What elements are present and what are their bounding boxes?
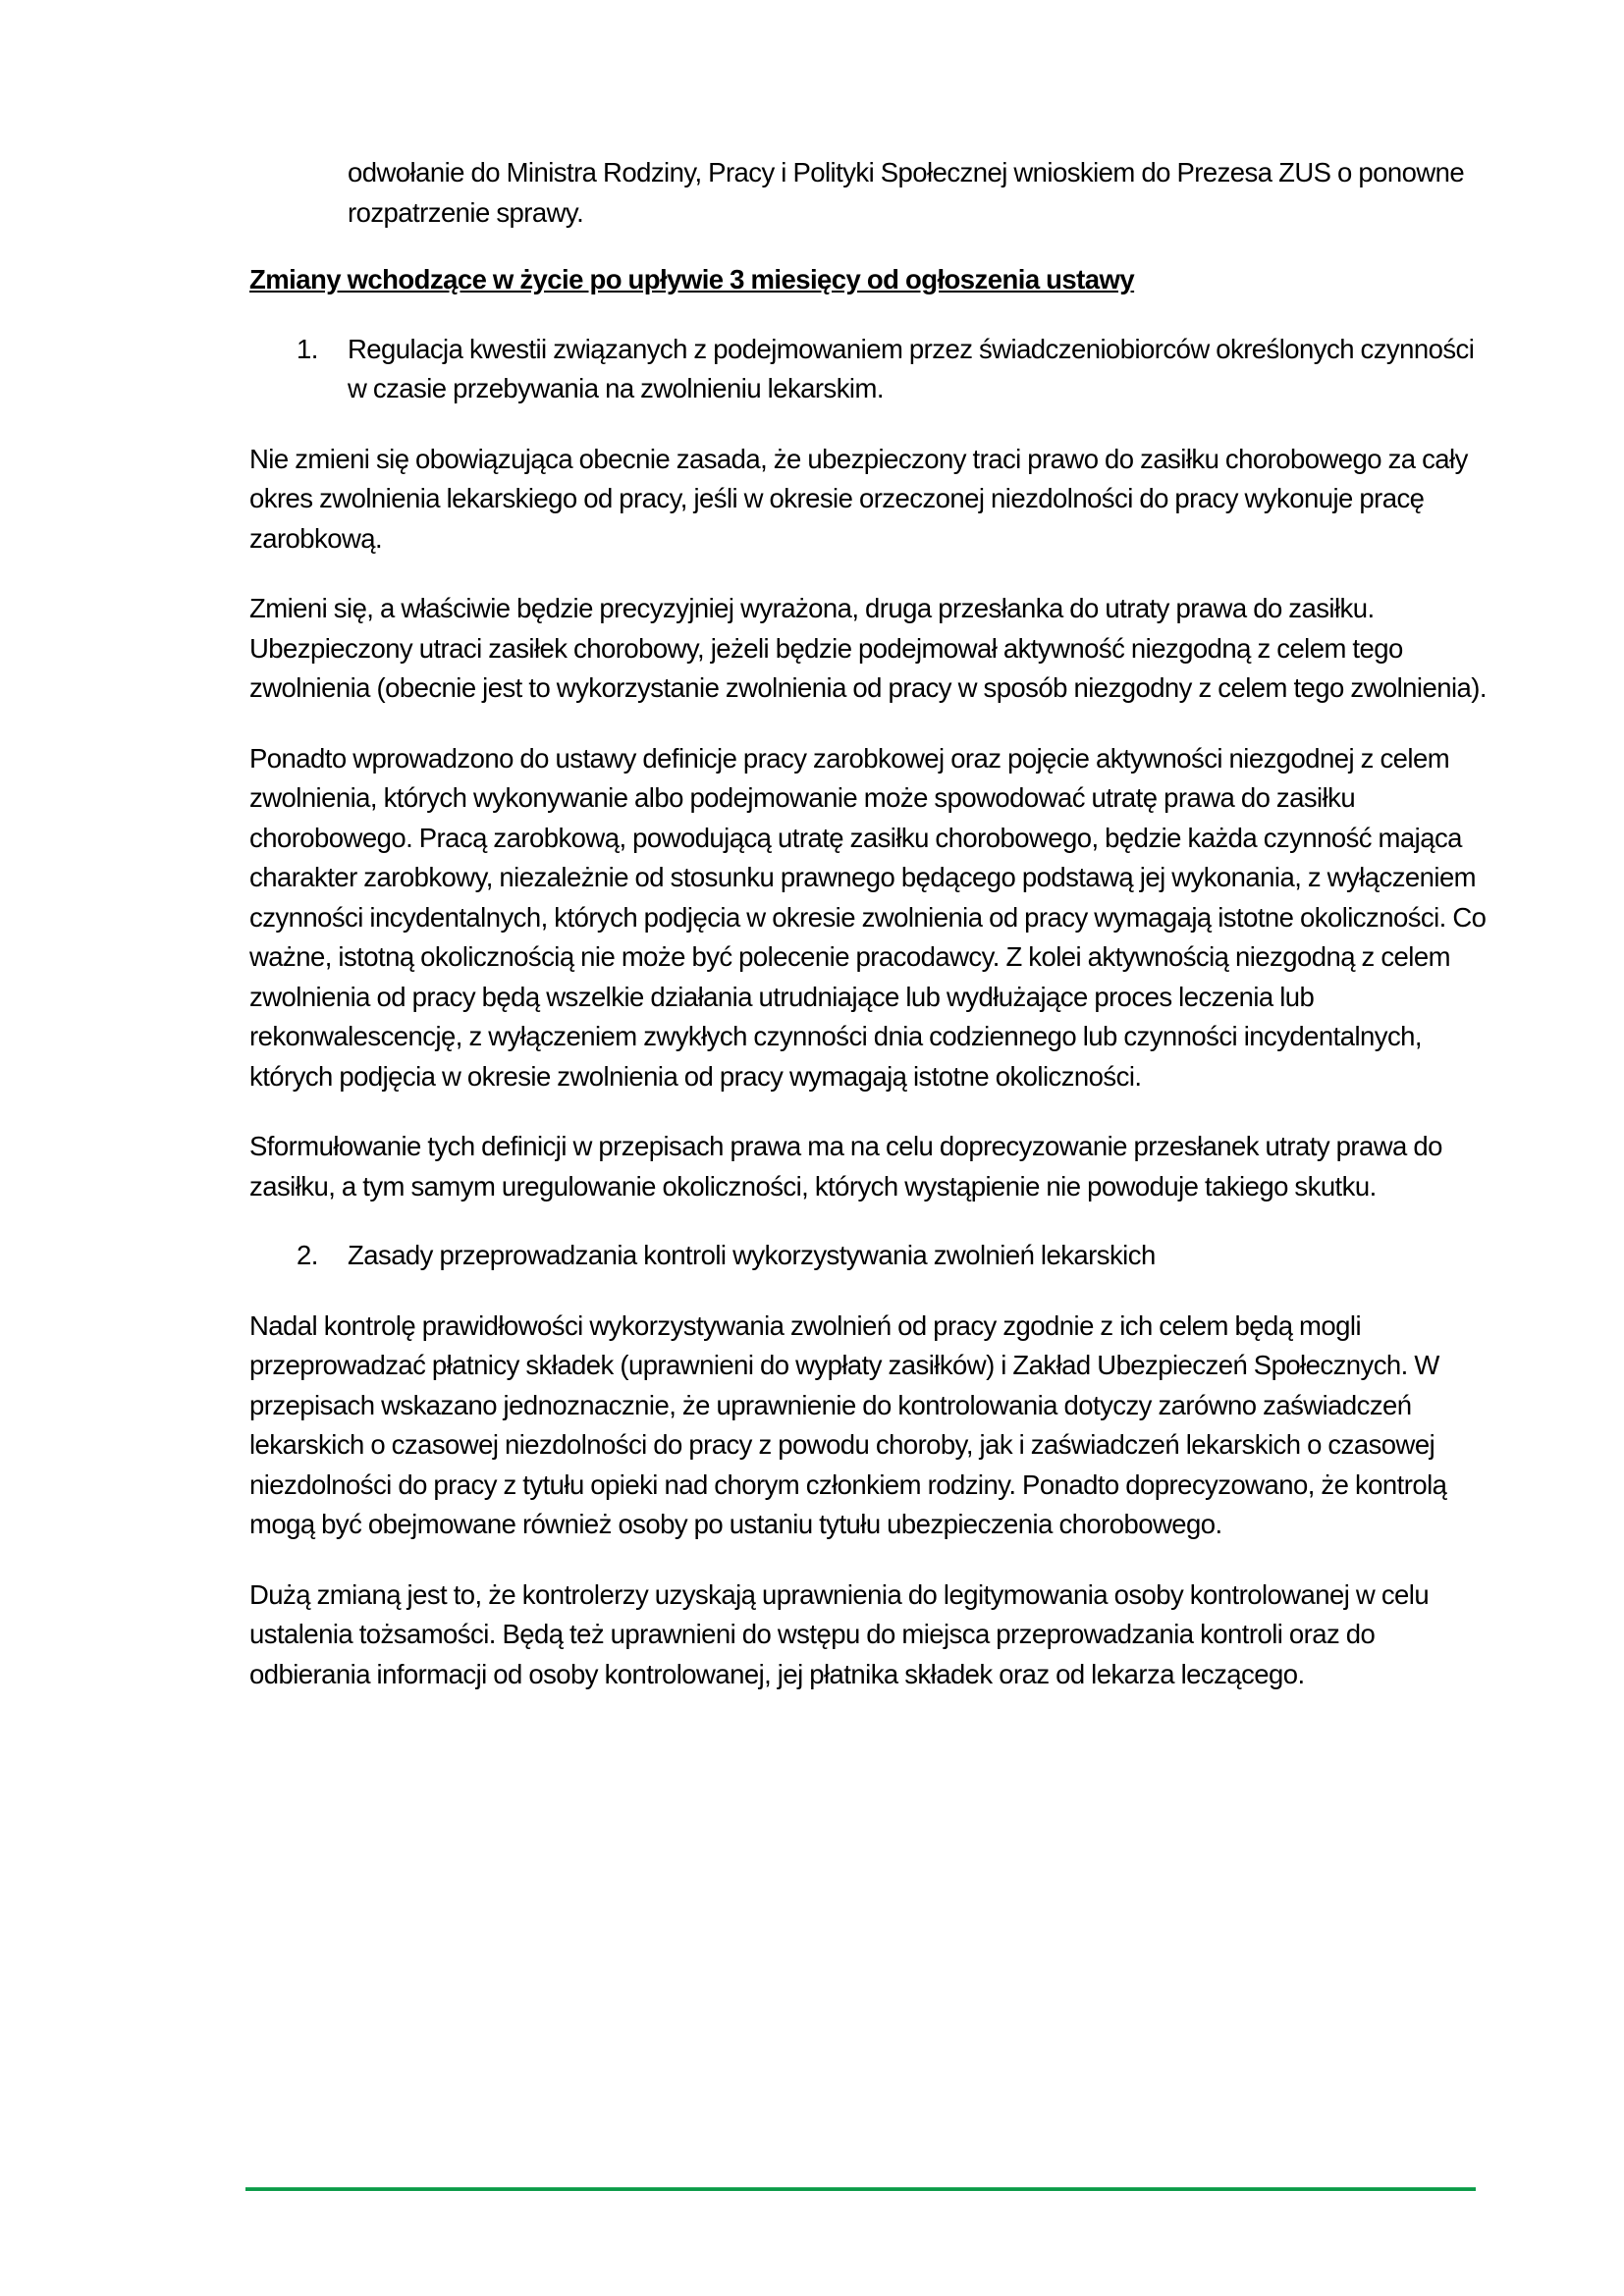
- body-paragraph: Dużą zmianą jest to, że kontrolerzy uzyskają uprawnienia do legitymowania osoby kontrolowanej w celu ustalenia tożsamości. Będą też uprawnieni do wstępu do miejsca przeprowadzania kontroli oraz do odbierania informacji od osoby kontrolowanej, jej płatnika składek oraz od lekarza leczącego.: [249, 1578, 1430, 1689]
- list-number: 1.: [297, 333, 318, 364]
- list-item-2: [249, 1236, 1487, 1276]
- body-paragraph: Nie zmieni się obowiązująca obecnie zasada, że ubezpieczony traci prawo do zasiłku chorobowego za cały okres zwolnienia lekarskiego od pracy, jeśli w okresie orzeczonej niezdolności do pracy wykonuje pracę zarobkową.: [249, 443, 1468, 554]
- list-item-1: [249, 330, 1487, 409]
- list-number: 2.: [297, 1240, 318, 1270]
- body-paragraph: Nadal kontrolę prawidłowości wykorzystywania zwolnień od pracy zgodnie z ich celem będą mogli przeprowadzać płatnicy składek (uprawnieni do wypłaty zasiłków) i Zakład Ubezpieczeń Społecznych. W przepisach wskazano jednoznacznie, że uprawnienie do kontrolowania dotyczy zarówno zaświadczeń lekarskich o czasowej niezdolności do pracy z powodu choroby, jak i zaświadczeń lekarskich o czasowej niezdolności do pracy z tytułu opieki nad chorym członkiem rodziny. Ponadto doprecyzowano, że kontrolą mogą być obejmowane również osoby po ustaniu tytułu ubezpieczenia chorobowego.: [249, 1309, 1447, 1539]
- list-text: Regulacja kwestii związanych z podejmowaniem przez świadczeniobiorców określonych czynności w czasie przebywania na zwolnieniu lekarskim.: [348, 333, 1475, 403]
- continuation-paragraph: odwołanie do Ministra Rodziny, Pracy i Polityki Społecznej wnioskiem do Prezesa ZUS o ponowne rozpatrzenie sprawy.: [348, 157, 1465, 228]
- list-text: Zasady przeprowadzania kontroli wykorzystywania zwolnień lekarskich: [348, 1240, 1156, 1270]
- body-paragraph: Ponadto wprowadzono do ustawy definicje pracy zarobkowej oraz pojęcie aktywności niezgodnej z celem zwolnienia, których wykonywanie albo podejmowanie może spowodować utratę prawa do zasiłku chorobowego. Pracą zarobkową, powodującą utratę zasiłku chorobowego, będzie każda czynność mająca charakter zarobkowy, niezależnie od stosunku prawnego będącego podstawą jej wykonania, z wyłączeniem czynności incydentalnych, których podjęcia w okresie zwolnienia od pracy wymagają istotne okoliczności. Co ważne, istotną okolicznością nie może być polecenie pracodawcy. Z kolei aktywnością niezgodną z celem zwolnienia od pracy będą wszelkie działania utrudniające lub wydłużające proces leczenia lub rekonwalescencję, z wyłączeniem zwykłych czynności dnia codziennego lub czynności incydentalnych, których podjęcia w okresie zwolnienia od pracy wymagają istotne okoliczności.: [249, 742, 1487, 1092]
- body-paragraph: Sformułowanie tych definicji w przepisach prawa ma na celu doprecyzowanie przesłanek utraty prawa do zasiłku, a tym samym uregulowanie okoliczności, których wystąpienie nie powoduje takiego skutku.: [249, 1131, 1442, 1201]
- document-body: [249, 153, 1487, 1694]
- footer-divider: [245, 2187, 1476, 2191]
- section-heading: Zmiany wchodzące w życie po upływie 3 miesięcy od ogłoszenia ustawy: [249, 264, 1135, 294]
- body-paragraph: Zmieni się, a właściwie będzie precyzyjniej wyrażona, druga przesłanka do utraty prawa do zasiłku. Ubezpieczony utraci zasiłek chorobowy, jeżeli będzie podejmował aktywność niezgodną z celem tego zwolnienia (obecnie jest to wykorzystanie zwolnienia od pracy w sposób niezgodny z celem tego zwolnienia).: [249, 593, 1487, 703]
